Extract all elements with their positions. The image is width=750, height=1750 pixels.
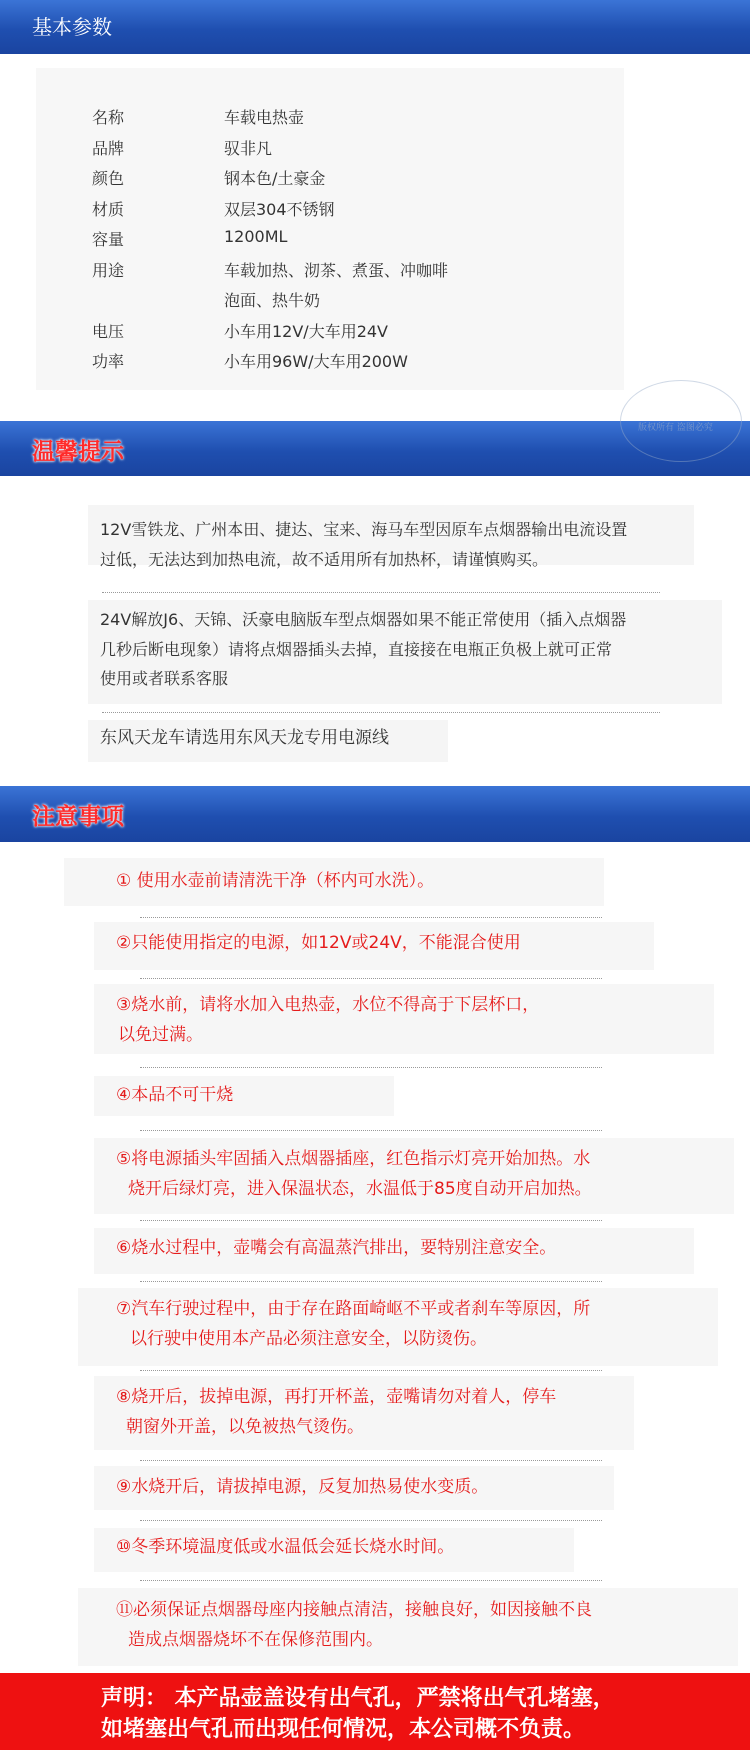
param-value: 驭非凡 [224, 139, 273, 158]
notice-7-line-2: 以行驶中使用本产品必须注意安全，以防烫伤。 [130, 1329, 487, 1349]
tip-1-line-2: 过低，无法达到加热电流，故不适用所有加热杯，请谨慎购买。 [100, 550, 549, 569]
dotted-divider [140, 1580, 602, 1581]
notice-8-line-2: 朝窗外开盖，以免被热气烫伤。 [126, 1417, 364, 1437]
dotted-divider [140, 917, 602, 918]
param-value: 小车用12V/大车用24V [224, 322, 389, 341]
dotted-divider [140, 1460, 602, 1461]
param-value: 泡面、热牛奶 [224, 291, 321, 310]
section-title: 基本参数 [32, 15, 112, 39]
notice-4: ④本品不可干烧 [116, 1085, 234, 1105]
tip-2-line-1: 24V解放J6、天锦、沃豪电脑版车型点烟器如果不能正常使用（插入点烟器 [100, 610, 627, 629]
param-value: 1200ML [224, 227, 288, 246]
param-value: 车载加热、沏茶、煮蛋、冲咖啡 [224, 261, 449, 280]
notice-11-line-1: ⑪必须保证点烟器母座内接触点清洁，接触良好，如因接触不良 [116, 1600, 592, 1620]
notice-5-line-1: ⑤将电源插头牢固插入点烟器插座，红色指示灯亮开始加热。水 [116, 1149, 591, 1169]
tip-1-line-1: 12V雪铁龙、广州本田、捷达、宝来、海马车型因原车点烟器输出电流设置 [100, 520, 628, 539]
param-label: 品牌 [92, 139, 125, 158]
param-value: 小车用96W/大车用200W [224, 352, 408, 371]
dotted-divider [140, 1281, 602, 1282]
watermark-text: 版权所有 盗图必究 [638, 423, 713, 433]
param-label: 用途 [92, 261, 125, 280]
dotted-divider [140, 1067, 602, 1068]
notice-10: ⑩冬季环境温度低或水温低会延长烧水时间。 [116, 1537, 455, 1557]
disclaimer-line-2: 如堵塞出气孔而出现任何情况，本公司概不负责。 [101, 1717, 586, 1742]
notice-5-line-2: 烧开后绿灯亮，进入保温状态，水温低于85度自动开启加热。 [128, 1179, 592, 1199]
notice-11-line-2: 造成点烟器烧坏不在保修范围内。 [128, 1630, 383, 1650]
section-title: 注意事项 [32, 804, 124, 830]
notice-7-line-1: ⑦汽车行驶过程中，由于存在路面崎岖不平或者刹车等原因，所 [116, 1299, 591, 1319]
param-value: 钢本色/土豪金 [224, 169, 326, 188]
dotted-divider [102, 712, 660, 713]
notice-2: ②只能使用指定的电源，如12V或24V，不能混合使用 [116, 933, 521, 953]
notice-8-line-1: ⑧烧开后，拔掉电源，再打开杯盖，壶嘴请勿对着人，停车 [116, 1387, 557, 1407]
param-label: 名称 [92, 108, 125, 127]
section-title: 温馨提示 [32, 439, 124, 465]
dotted-divider [140, 978, 602, 979]
notice-1: ① 使用水壶前请清洗干净（杯内可水洗）。 [116, 871, 435, 891]
param-label: 颜色 [92, 169, 125, 188]
dotted-divider [140, 1520, 602, 1521]
tip-2-line-2: 几秒后断电现象）请将点烟器插头去掉，直接接在电瓶正负极上就可正常 [100, 640, 613, 659]
section-header-basic-params [0, 0, 750, 54]
dotted-divider [140, 1130, 602, 1131]
dotted-divider [140, 1370, 602, 1371]
param-value: 车载电热壶 [224, 108, 305, 127]
disclaimer-line-1: 声明： 本产品壶盖设有出气孔，严禁将出气孔堵塞， [101, 1686, 615, 1711]
param-label: 材质 [92, 200, 125, 219]
notice-6: ⑥烧水过程中，壶嘴会有高温蒸汽排出，要特别注意安全。 [116, 1238, 557, 1258]
notice-3-line-1: ③烧水前，请将水加入电热壶，水位不得高于下层杯口， [116, 995, 540, 1015]
tip-3-line-1: 东风天龙车请选用东风天龙专用电源线 [100, 728, 389, 748]
param-value: 双层304不锈钢 [224, 200, 335, 219]
param-label: 功率 [92, 352, 125, 371]
section-header-notice [0, 786, 750, 842]
disclaimer-banner [0, 1673, 750, 1750]
dotted-divider [102, 592, 660, 593]
dotted-divider [140, 1220, 602, 1221]
param-label: 电压 [92, 322, 125, 341]
param-label: 容量 [92, 230, 125, 249]
notice-9: ⑨水烧开后，请拔掉电源，反复加热易使水变质。 [116, 1477, 489, 1497]
tip-2-line-3: 使用或者联系客服 [100, 669, 229, 688]
notice-3-line-2: 以免过满。 [118, 1025, 203, 1045]
